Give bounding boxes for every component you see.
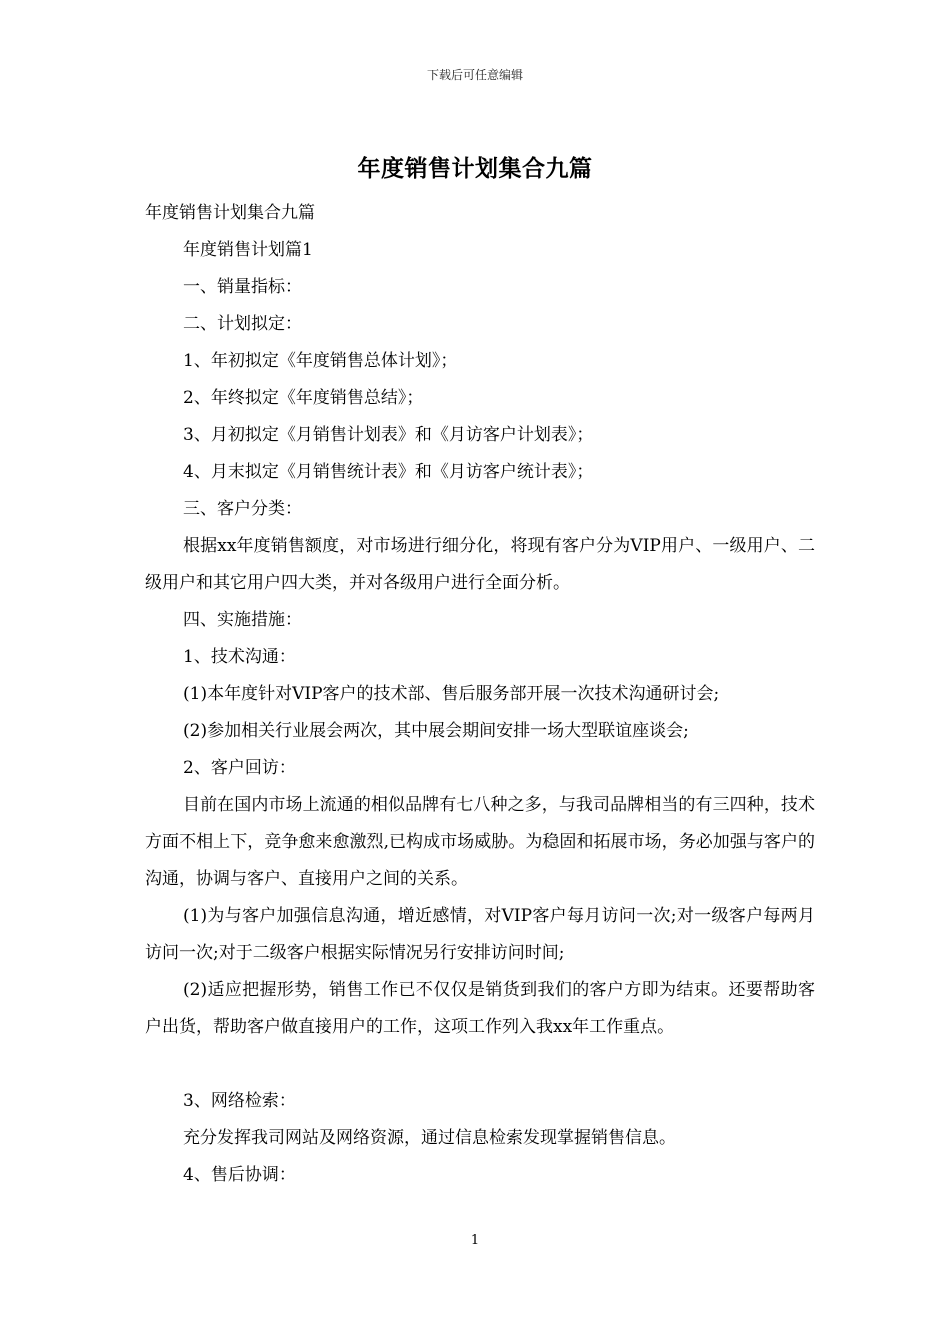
paragraph-subheading: 3、网络检索： [183,1091,296,1111]
paragraph-heading-measures: 四、实施措施： [183,610,302,630]
paragraph-body: 目前在国内市场上流通的相似品牌有七八种之多，与我司品牌相当的有三四种，技术方面不相上下，竞争愈来愈激烈,已构成市场威胁。为稳固和拓展市场，务必加强与客户的沟通，协调与客户、直接用户之间的关系。 [145,795,815,889]
paragraph-heading-customer-class: 三、客户分类： [183,499,302,519]
paragraph-heading-plan: 二、计划拟定： [183,314,302,334]
paragraph-body: (1)本年度针对VIP客户的技术部、售后服务部开展一次技术沟通研讨会; [183,684,720,704]
paragraph-heading-sales-target: 一、销量指标： [183,277,302,297]
paragraph-body: 充分发挥我司网站及网络资源，通过信息检索发现掌握销售信息。 [183,1128,676,1148]
paragraph-plan-item: 1、年初拟定《年度销售总体计划》； [183,351,458,371]
paragraph-body: (2)适应把握形势，销售工作已不仅仅是销货到我们的客户方即为结束。还要帮助客户出货，帮助客户做直接用户的工作，这项工作列入我xx年工作重点。 [145,980,815,1037]
paragraph-body: (2)参加相关行业展会两次，其中展会期间安排一场大型联谊座谈会; [183,721,689,741]
paragraph-subtitle: 年度销售计划集合九篇 [145,203,315,223]
paragraph-section-heading: 年度销售计划篇1 [183,240,313,260]
paragraph-plan-item: 2、年终拟定《年度销售总结》； [183,388,424,408]
header-note: 下载后可任意编辑 [426,68,523,82]
paragraph-subheading: 4、售后协调： [183,1165,296,1185]
paragraph-plan-item: 3、月初拟定《月销售计划表》和《月访客户计划表》； [183,425,594,445]
paragraph-plan-item: 4、月末拟定《月销售统计表》和《月访客户统计表》； [183,462,594,482]
document-title: 年度销售计划集合九篇 [357,156,593,182]
page-number: 1 [470,1233,480,1248]
document-body [145,195,815,1194]
paragraph-body: 根据xx年度销售额度，对市场进行细分化，将现有客户分为VIP用户、一级用户、二级用户和其它用户四大类，并对各级用户进行全面分析。 [145,536,815,593]
paragraph-subheading: 2、客户回访： [183,758,296,778]
paragraph-subheading: 1、技术沟通： [183,647,296,667]
paragraph-body: (1)为与客户加强信息沟通，增近感情，对VIP客户每月访问一次;对一级客户每两月访问一次;对于二级客户根据实际情况另行安排访问时间; [145,906,815,963]
